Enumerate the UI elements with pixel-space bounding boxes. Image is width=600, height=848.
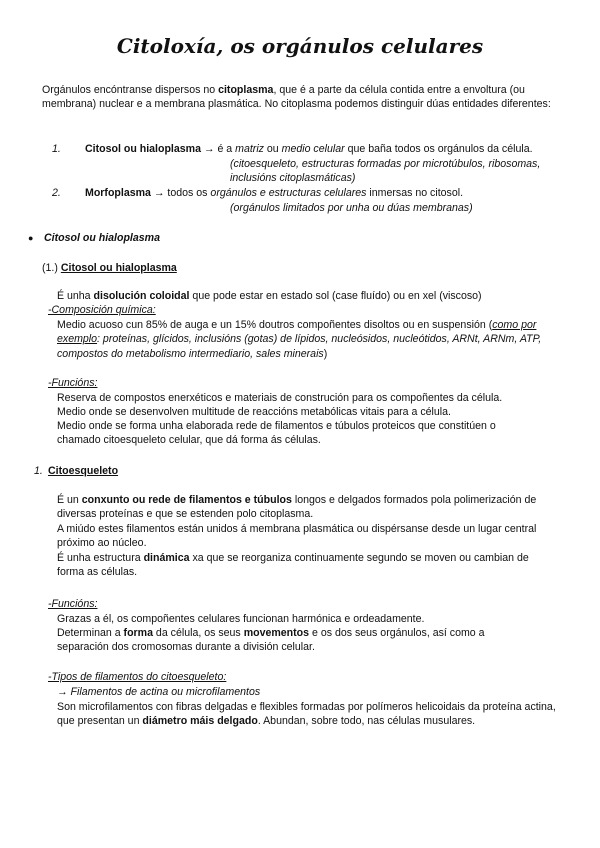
citoesqueleto-paragraph-2: A miúdo estes filamentos están unidos á membrana plasmática ou dispérsanse desde un lugar central próximo ao núcleo. bbox=[57, 523, 537, 550]
list-item-1-note-2: inclusións citoplasmáticas) bbox=[230, 172, 356, 184]
tipos-bold: diámetro máis delgado bbox=[142, 715, 258, 728]
list-number-2: 2. bbox=[52, 187, 61, 199]
citoesqueleto-paragraph-3 bbox=[57, 551, 557, 580]
list-item-2-organulos: orgánulos e estructuras celulares bbox=[210, 187, 367, 199]
citoesqueleto-bold-1: conxunto ou rede de filamentos e túbulos bbox=[81, 494, 292, 506]
tipos-heading: -Tipos de filamentos do citoesqueleto: bbox=[48, 671, 227, 683]
funcions-2-text-a: Determinan a bbox=[57, 627, 124, 639]
funcions-1-line-3: Medio onde se forma unha elaborada rede de filamentos e túbulos proteicos que constitúen o chamado citoesqueleto celular, que dá forma ás células. bbox=[57, 420, 496, 447]
list-item-1 bbox=[85, 142, 565, 156]
citoesqueleto-text-3: É unha estructura bbox=[57, 552, 144, 564]
funcions-1-line-1: Reserva de compostos enerxéticos e materiais de construción para os compoñentes da célula. bbox=[57, 392, 503, 404]
definition-bold: disolución coloidal bbox=[93, 290, 190, 302]
list-item-2-tail: inmersas no citosol. bbox=[366, 187, 464, 199]
funcions-heading-2: -Funcións: bbox=[48, 598, 98, 610]
definition-text-1: É unha bbox=[57, 290, 94, 302]
tipos-text-2: . Abundan, sobre todo, nas células musulares. bbox=[257, 715, 476, 728]
citoesqueleto-paragraph-1 bbox=[57, 493, 557, 522]
tipos-text-1: Son microfilamentos con fibras delgadas e flexibles formadas por polímeros helicoidais da proteína actina, que presentan un bbox=[57, 701, 556, 728]
composicion-text-2: : proteínas, glícidos, inclusións (gotas) de lípidos, nucleósidos, nucleótidos, ARNt, ARNm, ATP, compostos do metabolismo intermediario, sales minerais bbox=[57, 333, 542, 360]
citoesqueleto-bold-3: dinámica bbox=[143, 552, 190, 564]
intro-bold-citoplasma: citoplasma bbox=[218, 84, 274, 96]
intro-text-2: , que é a parte da célula contida entre a envoltura (ou membrana) nuclear e a membrana plasmática. No citoplasma podemos distinguir dúas entidades diferentes: bbox=[42, 84, 551, 111]
list-number-1: 1. bbox=[52, 143, 61, 155]
list-item-1-tail: que baña todos os orgánulos da célula. bbox=[344, 143, 533, 155]
list-item-2-term: Morfoplasma bbox=[85, 187, 151, 199]
list-item-1-medio: medio celular bbox=[281, 143, 345, 155]
definition-line bbox=[57, 289, 567, 303]
funcions-2-bold-forma: forma bbox=[123, 627, 153, 639]
funcions-2-line-1: Grazas a él, os compoñentes celulares funcionan harmónica e ordeadamente. bbox=[57, 613, 425, 625]
list-item-2-arrow: → todos os bbox=[150, 187, 211, 199]
funcions-1-line-2: Medio onde se desenvolven multitude de reaccións metabólicas vitais para a célula. bbox=[57, 406, 451, 418]
composicion-paragraph bbox=[57, 318, 557, 361]
list-item-1-mid: ou bbox=[263, 143, 282, 155]
funcions-heading-1: -Funcións: bbox=[48, 377, 98, 389]
funcions-2-text-c: da célula, os seus bbox=[152, 627, 244, 639]
citoesqueleto-text-1b: longos e delgados formados pola polimerización de diversas proteínas e que se estenden polo citoplasma. bbox=[57, 494, 537, 521]
intro-paragraph bbox=[42, 83, 562, 112]
definition-text-2: que pode estar en estado sol (case fluído) ou en xel (viscoso) bbox=[189, 290, 482, 302]
citoesqueleto-number: 1. bbox=[34, 465, 43, 477]
page-title: Citoloxía, os orgánulos celulares bbox=[116, 34, 484, 58]
citoesqueleto-text-3b: xa que se reorganiza continuamente segundo se moven ou cambian de forma as células. bbox=[57, 552, 529, 579]
funcions-2-text-e: e os dos seus orgánulos, así como a separación dos cromosomas durante a división celular. bbox=[57, 627, 485, 654]
tipos-subheading: → Filamentos de actina ou microfilamentos bbox=[57, 686, 261, 698]
list-item-1-term: Citosol ou hialoplasma bbox=[85, 143, 201, 155]
list-item-1-arrow: → é a bbox=[200, 143, 236, 155]
composicion-heading: -Composición química: bbox=[48, 304, 156, 316]
tipos-paragraph bbox=[57, 700, 557, 729]
composicion-text-1: Medio acuoso cun 85% de auga e un 15% doutros compoñentes disoltos ou en suspensión ( bbox=[57, 319, 493, 331]
sub-heading-1 bbox=[42, 261, 177, 275]
citoesqueleto-text-1: É un bbox=[57, 494, 82, 506]
funcions-2-paragraph bbox=[57, 626, 527, 655]
section-bullet: ● bbox=[28, 233, 34, 243]
intro-text-1: Orgánulos encóntranse dispersos no bbox=[42, 84, 219, 96]
composicion-text-3: ) bbox=[323, 347, 328, 360]
section-heading: Citosol ou hialoplasma bbox=[44, 232, 160, 244]
citoesqueleto-heading: Citoesqueleto bbox=[48, 465, 119, 477]
list-item-1-note-1: (citoesqueleto, estructuras formadas por microtúbulos, ribosomas, bbox=[230, 158, 541, 170]
sub-heading-1-prefix: (1.) bbox=[42, 262, 61, 274]
list-item-2 bbox=[85, 186, 565, 200]
funcions-2-bold-movementos: movementos bbox=[243, 627, 310, 639]
composicion-example: como por exemplo bbox=[57, 319, 537, 346]
list-item-1-matriz: matriz bbox=[235, 143, 264, 155]
list-item-2-note-1: (orgánulos limitados por unha ou dúas membranas) bbox=[230, 202, 473, 214]
sub-heading-1-label: Citosol ou hialoplasma bbox=[60, 262, 177, 274]
